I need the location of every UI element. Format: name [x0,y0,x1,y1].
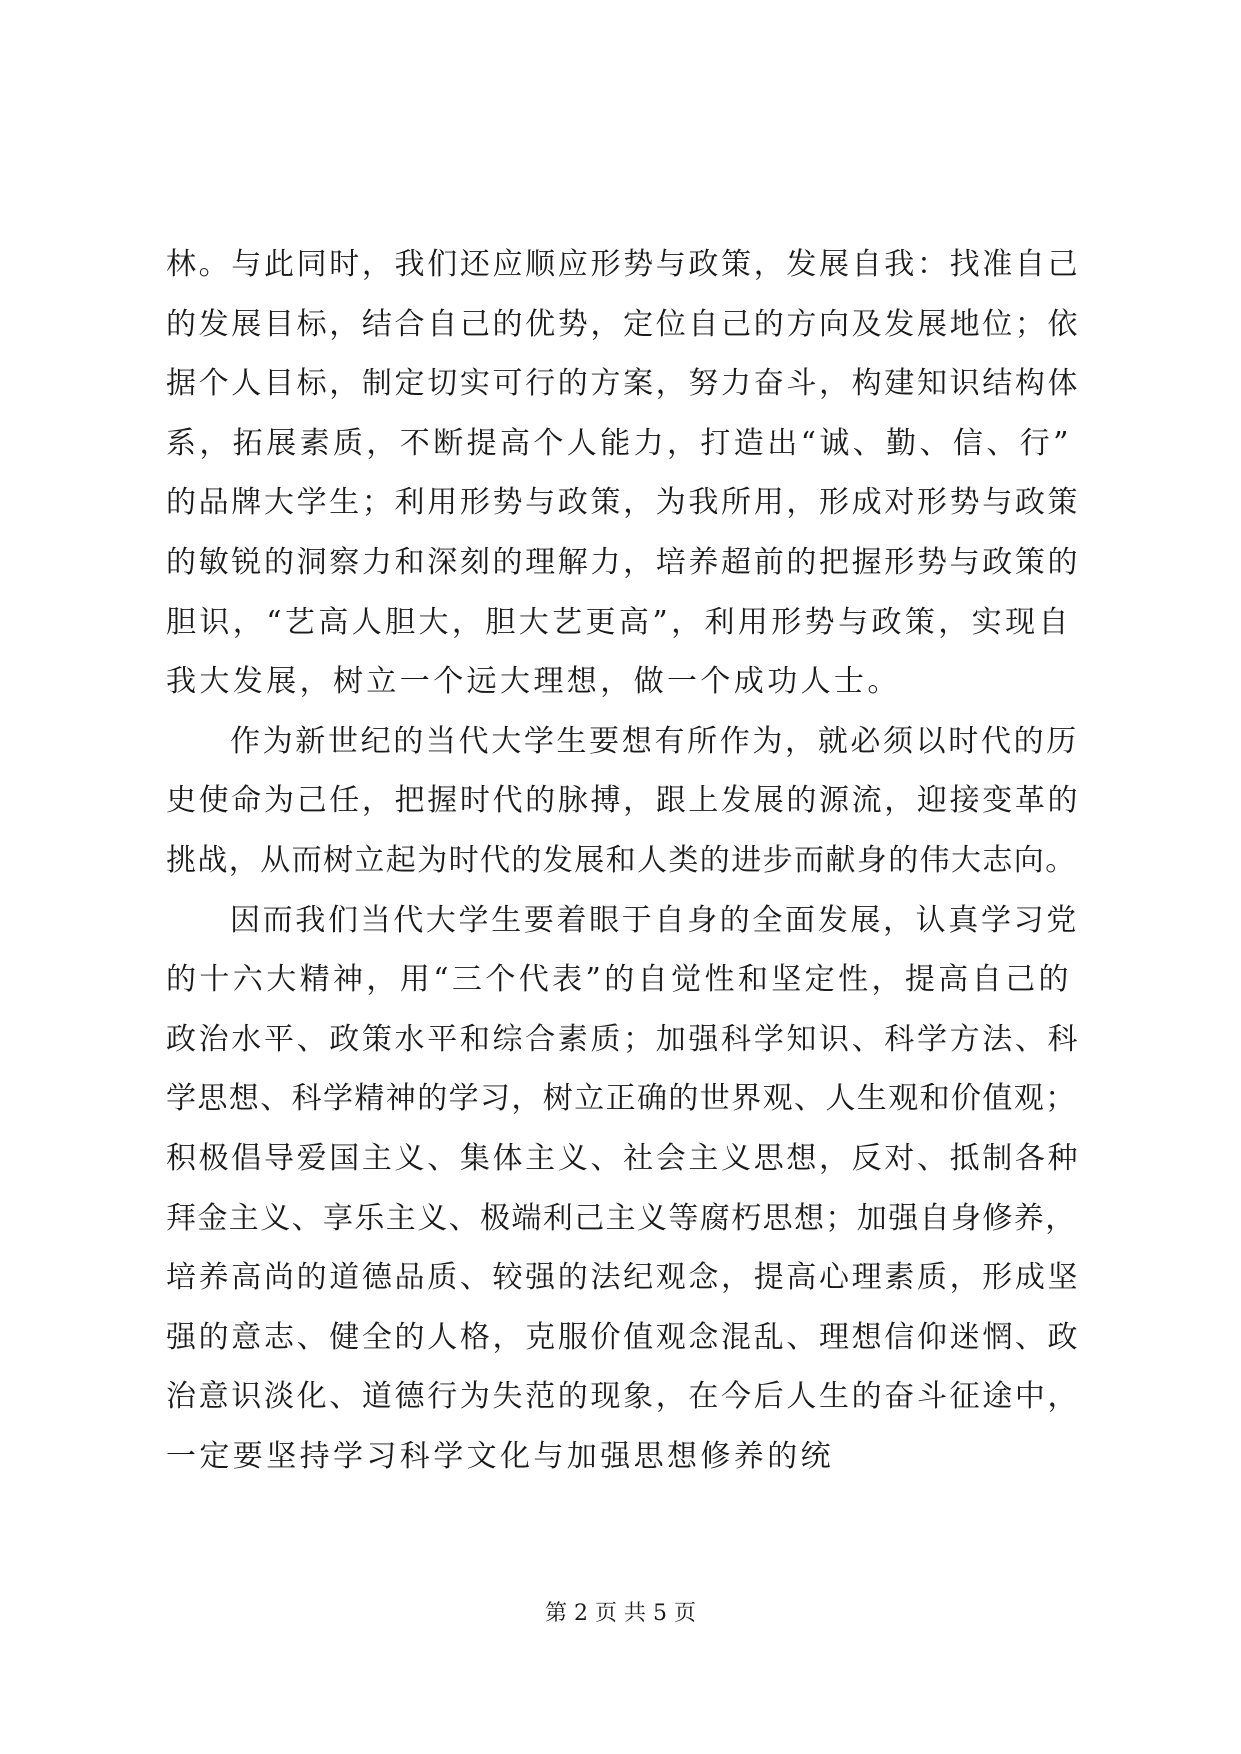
text-line: 据个人目标，制定切实可行的方案，努力奋斗，构建知识结构体 [166,366,1081,402]
text-line: 因而我们当代大学生要着眼于自身的全面发展，认真学习党 [230,902,1079,938]
text-line: 挑战，从而树立起为时代的发展和人类的进步而献身的伟大志向。 [166,842,1077,878]
text-line: 胆识，“艺高人胆大，胆大艺更高”，利用形势与政策，实现自 [166,604,1072,640]
text-line: 治意识淡化、道德行为失范的现象，在今后人生的奋斗征途中， [166,1379,1081,1415]
text-line: 作为新世纪的当代大学生要想有所作为，就必须以时代的历 [230,723,1079,759]
text-line: 的十六大精神，用“三个代表”的自觉性和坚定性，提高自己的 [166,962,1072,998]
text-line: 的发展目标，结合自己的优势，定位自己的方向及发展地位；依 [166,306,1081,342]
text-line: 的品牌大学生；利用形势与政策，为我所用，形成对形势与政策 [166,485,1081,521]
text-line: 培养高尚的道德品质、较强的法纪观念，提高心理素质，形成坚 [166,1260,1081,1296]
text-line: 史使命为己任，把握时代的脉搏，跟上发展的源流，迎接变革的 [166,783,1081,819]
paragraph-3 [166,891,1081,1487]
text-line: 拜金主义、享乐主义、极端利己主义等腐朽思想；加强自身修养， [166,1200,1077,1236]
text-line: 系，拓展素质，不断提高个人能力，打造出“诚、勤、信、行” [166,425,1072,461]
text-line: 林。与此同时，我们还应顺应形势与政策，发展自我：找准自己 [166,247,1081,282]
text-line: 积极倡导爱国主义、集体主义、社会主义思想，反对、抵制各种 [166,1140,1081,1176]
text-line: 政治水平、政策水平和综合素质；加强科学知识、科学方法、科 [166,1021,1081,1057]
text-line: 学思想、科学精神的学习，树立正确的世界观、人生观和价值观； [166,1081,1077,1117]
paragraph-2 [166,712,1081,891]
document-body [166,235,1081,1486]
paragraph-1 [166,235,1081,712]
text-line: 一定要坚持学习科学文化与加强思想修养的统 [166,1438,834,1474]
page-number-footer: 第 2 页 共 5 页 [545,1601,696,1626]
text-line: 的敏锐的洞察力和深刻的理解力，培养超前的把握形势与政策的 [166,544,1081,580]
text-line: 强的意志、健全的人格，克服价值观念混乱、理想信仰迷惘、政 [166,1319,1081,1355]
text-line: 我大发展，树立一个远大理想，做一个成功人士。 [166,664,901,700]
